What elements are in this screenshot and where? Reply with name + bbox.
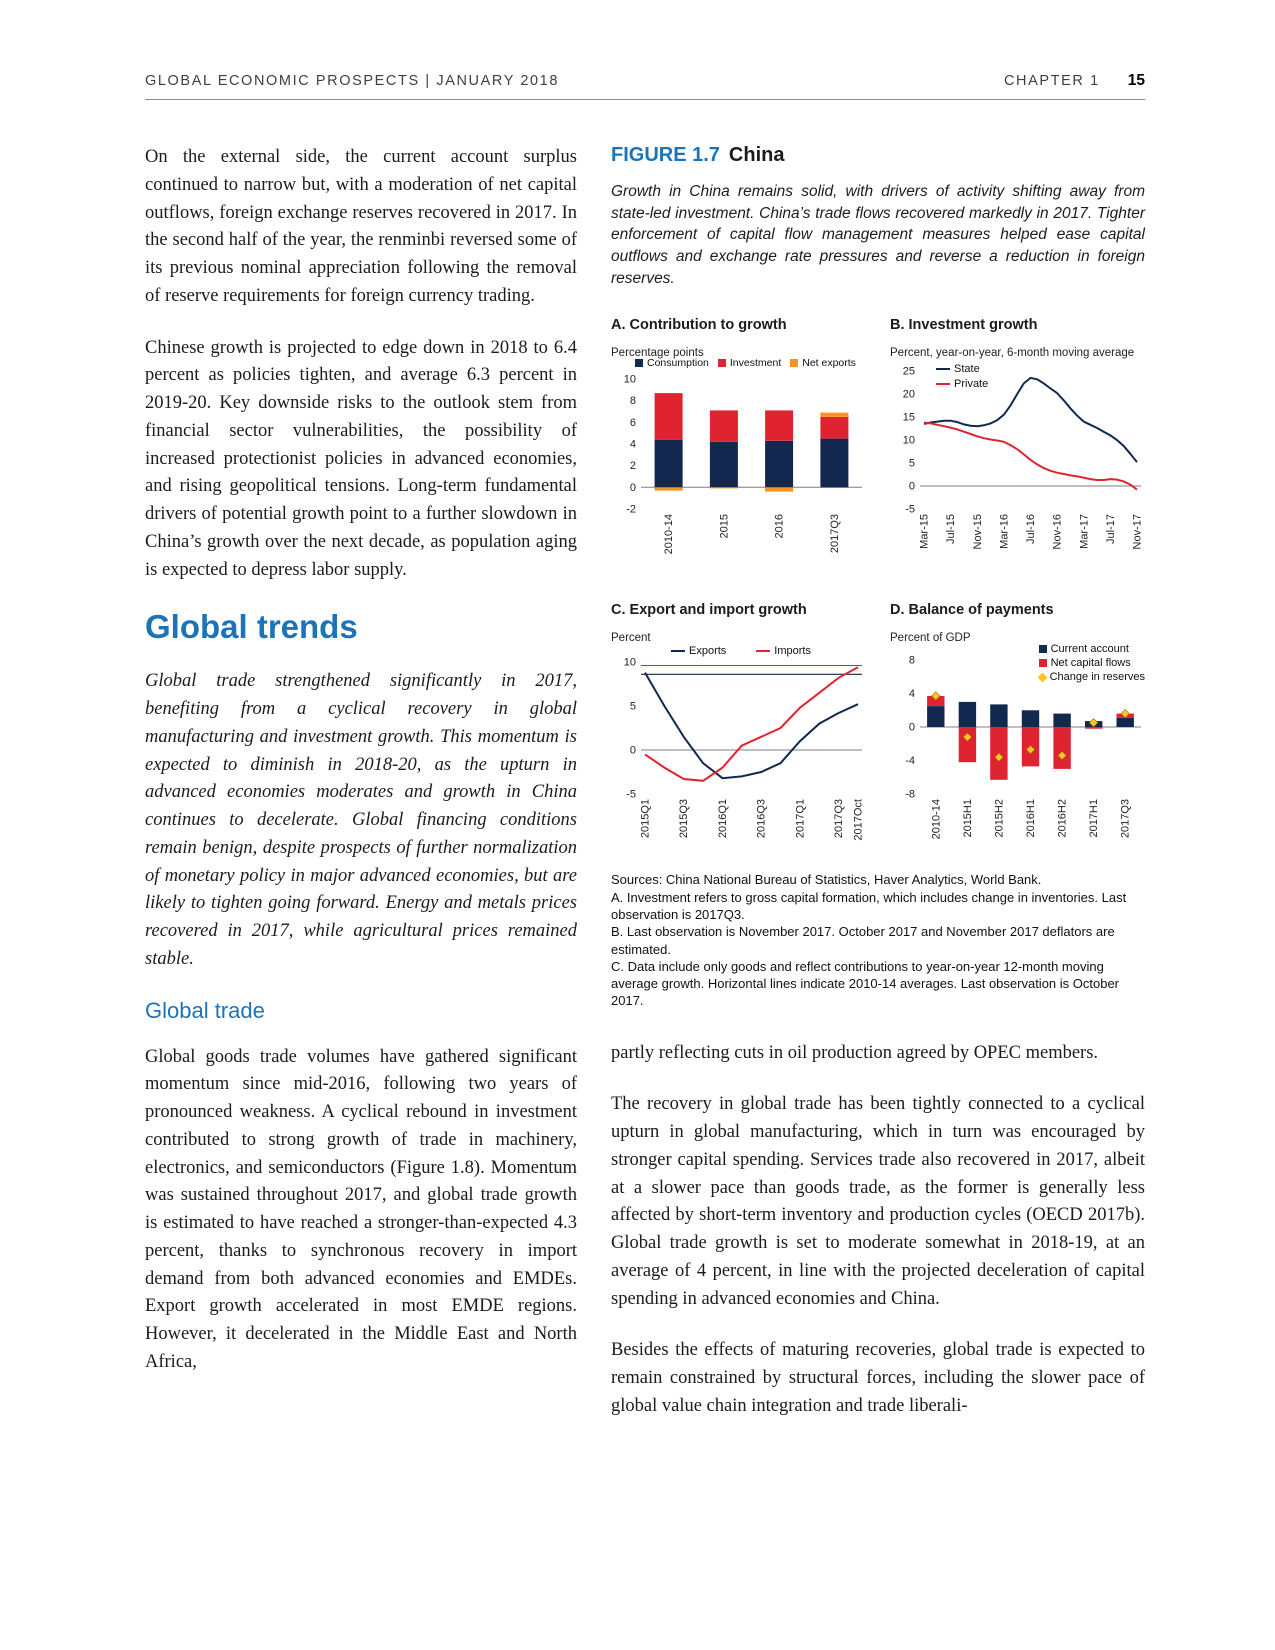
- square-legend-marker-icon: [790, 359, 798, 367]
- svg-text:4: 4: [629, 438, 636, 451]
- line-chart: [890, 361, 1145, 566]
- legend-label: Current account: [1050, 643, 1129, 656]
- svg-text:10: 10: [623, 656, 636, 669]
- line-chart: [611, 646, 866, 851]
- lead-paragraph: Global trade strengthened significantly in 2017, benefiting from a cyclical recovery in global manufacturing and investment growth. This momentum is expected to diminish in 2018-20, as the upturn in advanced economies moderates and growth in China continues to decelerate. Global financing conditions remain benign, despite prospects of further normalization of monetary policy in major advanced economies, but are likely to tighten going forward. Energy and metals prices recovered in 2017, while agricultural prices remained stable.: [145, 671, 577, 969]
- right-column: [611, 144, 1145, 1445]
- svg-text:-5: -5: [626, 788, 636, 801]
- svg-text:2016: 2016: [773, 514, 786, 539]
- chart-panel-d: [890, 602, 1145, 851]
- chart-grid: [611, 317, 1145, 851]
- left-column: [145, 144, 577, 1445]
- chart-panel-a: [611, 317, 866, 566]
- svg-text:0: 0: [629, 744, 636, 757]
- legend-label: Change in reserves: [1049, 671, 1145, 684]
- svg-text:2017Q3: 2017Q3: [828, 514, 841, 554]
- svg-text:-2: -2: [626, 503, 636, 516]
- legend-label: Exports: [689, 645, 727, 658]
- svg-text:2017Q3: 2017Q3: [833, 799, 846, 839]
- figure-title: [611, 144, 1145, 167]
- svg-text:2017Q3: 2017Q3: [1119, 799, 1132, 839]
- page-header: [145, 72, 1145, 100]
- svg-text:Nov-15: Nov-15: [971, 514, 984, 550]
- body-paragraph: Besides the effects of maturing recoveries, global trade is expected to remain constrained by structural forces, including the slower pace of global value chain integration and trade liberali-: [611, 1340, 1145, 1416]
- panel-unit: Percent of GDP: [890, 632, 971, 645]
- line-legend-marker-icon: [936, 383, 950, 385]
- body-paragraph: Global goods trade volumes have gathered significant momentum since mid-2016, following two years of pronounced weakness. A cyclical rebound in investment contributed to strong growth of trade in machinery, electronics, and semiconductors (Figure 1.8). Momentum was sustained throughout 2017, and global trade growth is estimated to have reached a stronger-than-expected 4.3 percent, thanks to synchronous recovery in import demand from both advanced economies and EMDEs. Export growth accelerated in most EMDE regions. However, it decelerated in the Middle East and North Africa,: [145, 1046, 577, 1372]
- body-paragraph: Chinese growth is projected to edge down in 2018 to 6.4 percent as policies tighten, and average 6.3 percent in 2019-20. Key downside risks to the outlook stem from financial sector vulnerabilities, the possibility of increased protectionist policies in advanced economies, and rising geopolitical tensions. Long-term fundamental drivers of potential growth point to a further slowdown in China’s growth over the next decade, as population aging is expected to depress labor supply.: [145, 337, 577, 580]
- svg-text:0: 0: [629, 482, 636, 495]
- legend-item: [756, 645, 811, 657]
- legend-label: Consumption: [647, 357, 709, 370]
- svg-text:-4: -4: [905, 755, 915, 768]
- svg-text:2016H2: 2016H2: [1056, 799, 1069, 838]
- body-paragraph: partly reflecting cuts in oil production agreed by OPEC members.: [611, 1042, 1099, 1063]
- legend-label: Imports: [774, 645, 811, 658]
- legend-item: [1039, 643, 1129, 655]
- square-legend-marker-icon: [635, 359, 643, 367]
- svg-text:2015Q3: 2015Q3: [678, 799, 691, 839]
- legend-item: [936, 378, 988, 390]
- chapter-label: CHAPTER 1: [1003, 73, 1100, 89]
- square-legend-marker-icon: [718, 359, 726, 367]
- figure-note: B. Last observation is November 2017. October 2017 and November 2017 deflators are estimated.: [611, 924, 1115, 957]
- section-heading: Global trends: [145, 608, 358, 646]
- legend-item: [1039, 671, 1145, 683]
- svg-text:2010-14: 2010-14: [663, 514, 676, 555]
- svg-text:-5: -5: [905, 503, 915, 516]
- chart-box: [890, 361, 1145, 566]
- legend-item: [635, 357, 709, 369]
- line-legend-marker-icon: [936, 368, 950, 370]
- svg-text:Mar-15: Mar-15: [918, 514, 931, 550]
- chart-box: [890, 643, 1145, 851]
- panel-title: D. Balance of payments: [890, 602, 1054, 619]
- svg-text:2017H1: 2017H1: [1088, 799, 1101, 838]
- chart-legend: [671, 645, 811, 657]
- legend-label: Net exports: [802, 357, 856, 370]
- figure-sources: Sources: China National Bureau of Statistics, Haver Analytics, World Bank.: [611, 872, 1042, 888]
- svg-text:-8: -8: [905, 788, 915, 801]
- diamond-legend-marker-icon: [1037, 672, 1047, 682]
- svg-text:2015H1: 2015H1: [961, 799, 974, 838]
- figure-number: FIGURE 1.7: [611, 144, 720, 166]
- figure-1-7: [611, 144, 1145, 1010]
- legend-item: [1039, 657, 1131, 669]
- svg-text:2016Q1: 2016Q1: [717, 799, 730, 839]
- svg-text:6: 6: [629, 417, 636, 430]
- line-legend-marker-icon: [671, 650, 685, 652]
- svg-text:0: 0: [908, 480, 915, 493]
- chart-box: [611, 646, 866, 851]
- svg-text:2010-14: 2010-14: [930, 799, 943, 840]
- svg-text:2015: 2015: [718, 514, 731, 539]
- svg-text:5: 5: [629, 700, 636, 713]
- panel-unit: Percent, year-on-year, 6-month moving average: [890, 347, 1135, 360]
- page-number: 15: [1127, 72, 1145, 89]
- body-paragraph: The recovery in global trade has been tightly connected to a cyclical upturn in global manufacturing, which in turn was encouraged by stronger capital spending. Services trade also recovered in 2017, albeit at a slower pace than goods trade, as the former is generally less affected by short-term inventory and production cycles (OECD 2017b). Global trade growth is set to moderate somewhat in 2018-19, at an average of 4 percent, in line with the projected deceleration of capital spending in advanced economies and China.: [611, 1094, 1145, 1309]
- chart-panel-c: [611, 602, 866, 851]
- panel-title: A. Contribution to growth: [611, 317, 787, 334]
- chart-legend: [936, 363, 988, 390]
- svg-text:15: 15: [902, 411, 915, 424]
- stacked-bar-chart: [611, 361, 866, 566]
- figure-name: China: [728, 144, 785, 166]
- svg-text:10: 10: [623, 373, 636, 386]
- legend-label: Net capital flows: [1050, 657, 1131, 670]
- figure-note: A. Investment refers to gross capital formation, which includes change in inventories. Last observation is 2017Q3.: [611, 889, 1127, 922]
- svg-text:2017Q1: 2017Q1: [794, 799, 807, 839]
- running-head: GLOBAL ECONOMIC PROSPECTS | JANUARY 2018: [145, 73, 559, 89]
- figure-note: C. Data include only goods and reflect contributions to year-on-year 12-month moving average growth. Horizontal lines indicate 2010-14 averages. Last observation is October 2017.: [611, 958, 1120, 1009]
- figure-caption: Growth in China remains solid, with drivers of activity shifting away from state-led investment. China’s trade flows recovered markedly in 2017. Tighter enforcement of capital flow management measures helped ease capital outflows and exchange rate pressures and reverse a reduction in foreign reserves.: [611, 183, 1145, 287]
- svg-text:Jul-17: Jul-17: [1104, 514, 1117, 545]
- chart-box: [611, 357, 866, 566]
- svg-text:2016Q3: 2016Q3: [755, 799, 768, 839]
- panel-unit: Percent: [611, 632, 651, 645]
- square-legend-marker-icon: [1039, 659, 1047, 667]
- svg-text:Nov-16: Nov-16: [1051, 514, 1064, 550]
- two-column-layout: [145, 144, 1145, 1445]
- svg-text:2: 2: [629, 460, 636, 473]
- svg-text:20: 20: [902, 388, 915, 401]
- svg-text:4: 4: [908, 688, 915, 701]
- panel-title: B. Investment growth: [890, 317, 1038, 334]
- square-legend-marker-icon: [1039, 645, 1047, 653]
- chart-panel-b: [890, 317, 1145, 566]
- chart-legend: [635, 357, 856, 369]
- body-paragraph: On the external side, the current account surplus continued to narrow but, with a moderation of net capital outflows, foreign exchange reserves recovered in 2017. In the second half of the year, the renminbi reversed some of its previous nominal appreciation following the removal of reserve requirements for foreign currency trading.: [145, 147, 577, 306]
- panel-unit: Percentage points: [611, 347, 704, 360]
- line-legend-marker-icon: [756, 650, 770, 652]
- svg-text:2015Q1: 2015Q1: [639, 799, 652, 839]
- svg-text:5: 5: [908, 457, 915, 470]
- svg-text:10: 10: [902, 434, 915, 447]
- svg-text:2015H2: 2015H2: [993, 799, 1006, 838]
- svg-text:Mar-17: Mar-17: [1078, 514, 1091, 550]
- svg-text:Mar-16: Mar-16: [998, 514, 1011, 550]
- svg-text:Nov-17: Nov-17: [1131, 514, 1144, 550]
- legend-label: Investment: [729, 357, 782, 370]
- svg-text:2017Oct: 2017Oct: [852, 799, 865, 842]
- svg-text:0: 0: [908, 721, 915, 734]
- legend-item: [671, 645, 726, 657]
- svg-text:8: 8: [908, 654, 915, 667]
- legend-label: State: [954, 363, 980, 376]
- header-right: [1004, 72, 1145, 90]
- svg-text:25: 25: [902, 365, 915, 378]
- chart-legend: [1039, 643, 1145, 683]
- legend-label: Private: [954, 378, 989, 391]
- legend-item: [790, 357, 856, 369]
- svg-text:2016H1: 2016H1: [1025, 799, 1038, 838]
- svg-text:8: 8: [629, 395, 636, 408]
- legend-item: [718, 357, 781, 369]
- svg-text:Jul-16: Jul-16: [1025, 514, 1038, 545]
- svg-text:Jul-15: Jul-15: [945, 514, 958, 545]
- legend-item: [936, 363, 988, 375]
- subsection-heading: Global trade: [145, 997, 265, 1023]
- panel-title: C. Export and import growth: [611, 602, 807, 619]
- figure-notes: [611, 871, 1145, 1009]
